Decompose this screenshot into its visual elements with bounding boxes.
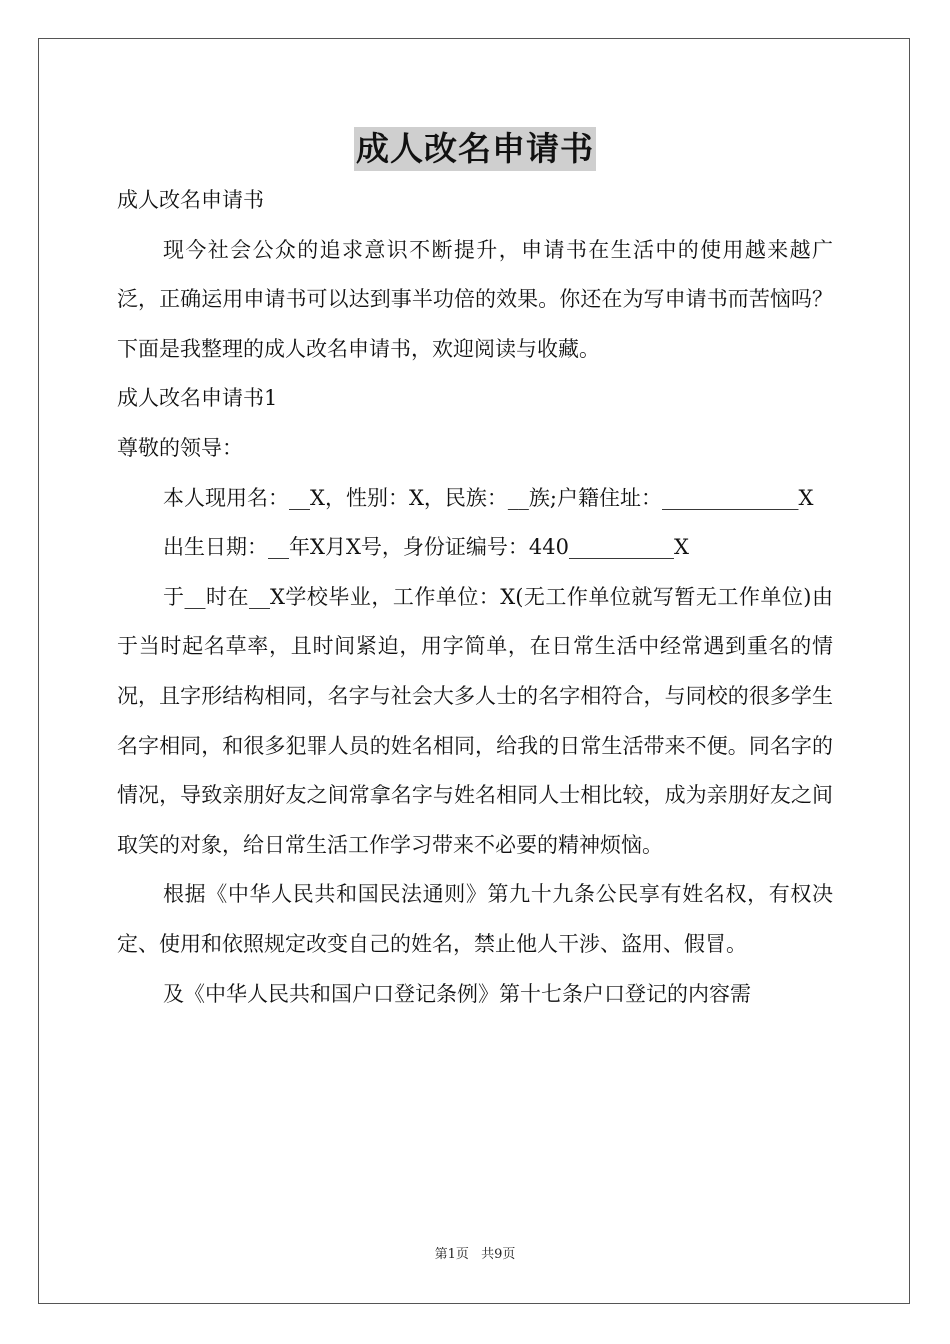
paragraph-legal-basis: 根据《中华人民共和国民法通则》第九十九条公民享有姓名权，有权决定、使用和依照规定改变自己的姓名，禁止他人干涉、盗用、假冒。 [117, 882, 833, 956]
paragraph-regulation: 及《中华人民共和国户口登记条例》第十七条户口登记的内容需 [163, 981, 751, 1006]
page-number: 第1页 [434, 1247, 469, 1262]
paragraph-salutation: 尊敬的领导： [117, 435, 243, 460]
paragraph-personal-info: 本人现用名：__X，性别：X，民族：__族;户籍住址：_____________X [163, 485, 814, 510]
paragraph-intro: 现今社会公众的追求意识不断提升，申请书在生活中的使用越来越广泛，正确运用申请书可以达到事半功倍的效果。你还在为写申请书而苦恼吗？下面是我整理的成人改名申请书，欢迎阅读与收藏。 [117, 237, 833, 361]
title-container [0, 127, 950, 171]
paragraph-birth-info: 出生日期：__年X月X号，身份证编号：440__________X [163, 535, 689, 560]
page-footer [0, 1243, 950, 1262]
document-title: 成人改名申请书 [354, 127, 596, 171]
paragraph-subheading: 成人改名申请书1 [117, 386, 278, 411]
document-body [117, 176, 833, 1019]
page-total: 共9页 [481, 1247, 516, 1262]
paragraph-reason: 于__时在__X学校毕业，工作单位：X(无工作单位就写暂无工作单位)由于当时起名草率，且时间紧迫，用字简单，在日常生活中经常遇到重名的情况，且字形结构相同，名字与社会大多人士的名字相符合，与同校的很多学生名字相同，和很多犯罪人员的姓名相同，给我的日常生活带来不便。同名字的情况，导致亲朋好友之间常拿名字与姓名相同人士相比较，成为亲朋好友之间取笑的对象，给日常生活工作学习带来不必要的精神烦恼。 [117, 584, 833, 857]
paragraph-heading: 成人改名申请书 [117, 188, 264, 212]
